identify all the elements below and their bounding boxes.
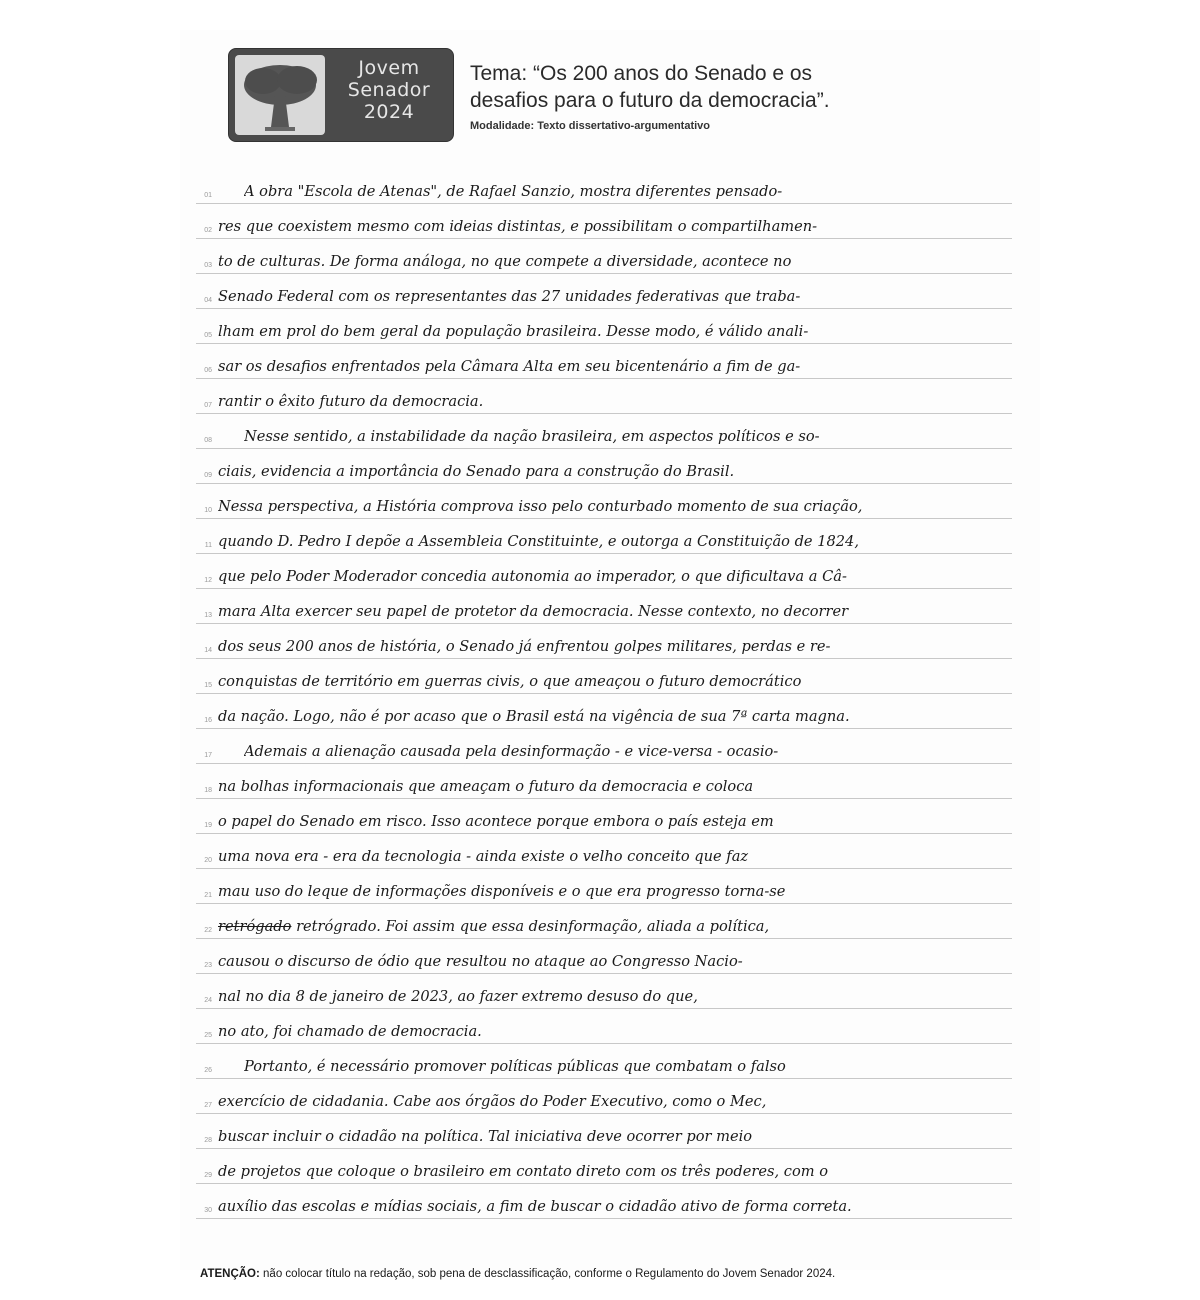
line-number: 28 [204,1137,212,1144]
essay-line-text: exercício de cidadania. Cabe aos órgãos do Poder Executivo, como o Mec, [218,1093,767,1110]
essay-line-text: no ato, foi chamado de democracia. [218,1023,482,1040]
line-number: 06 [204,367,212,374]
essay-line-text: mara Alta exercer seu papel de protetor da democracia. Nesse contexto, no decorrer [218,603,849,620]
essay-line [196,623,1012,659]
essay-line-text: conquistas de território em guerras civis, o que ameaçou o futuro democrático [218,673,802,690]
line-number: 24 [204,997,212,1004]
tree-icon [235,55,325,135]
line-number: 09 [204,472,212,479]
essay-line-text: da nação. Logo, não é por acaso que o Brasil está na vigência de sua 7ª carta magna. [218,708,850,725]
essay-line [196,518,1012,554]
essay-line-text: o papel do Senado em risco. Isso acontece porque embora o país esteja em [218,813,774,830]
essay-line [196,413,1012,449]
line-number: 27 [204,1102,212,1109]
line-number: 26 [204,1067,212,1074]
jovem-senador-logo [228,48,454,142]
essay-line-text: ciais, evidencia a importância do Senado para a construção do Brasil. [218,463,735,480]
essay-line-text: causou o discurso de ódio que resultou no ataque ao Congresso Nacio- [218,953,743,970]
essay-line-text: auxílio das escolas e mídias sociais, a fim de buscar o cidadão ativo de forma correta. [218,1198,852,1215]
line-number: 02 [204,227,212,234]
essay-lines [196,168,1012,1240]
essay-line [196,973,1012,1009]
line-number: 15 [204,682,212,689]
essay-line [196,1008,1012,1044]
essay-line [196,798,1012,834]
essay-line [196,903,1012,939]
line-number: 16 [204,717,212,724]
essay-line-text: buscar incluir o cidadão na política. Tal iniciativa deve ocorrer por meio [218,1128,753,1145]
essay-line-text: Portanto, é necessário promover políticas públicas que combatam o falso [244,1058,786,1075]
essay-line-text: rantir o êxito futuro da democracia. [218,393,484,410]
essay-line [196,833,1012,869]
essay-line [196,588,1012,624]
essay-line-text: nal no dia 8 de janeiro de 2023, ao fazer extremo desuso do que, [218,988,698,1005]
line-number: 25 [204,1032,212,1039]
line-number: 23 [204,962,212,969]
essay-line [196,1113,1012,1149]
footer-text: não colocar título na redação, sob pena de desclassificação, conforme o Regulamento do Jovem Senador 2024. [259,1268,836,1280]
essay-line-text: Senado Federal com os representantes das 27 unidades federativas que traba- [218,288,801,305]
footer-label: ATENÇÃO: [200,1268,260,1280]
essay-line [196,1078,1012,1114]
essay-line-text: to de culturas. De forma análoga, no que compete a diversidade, acontece no [218,253,792,270]
logo-line-2: Senador [347,79,431,101]
line-number: 12 [204,577,212,584]
theme-title-line-1: Tema: “Os 200 anos do Senado e os [470,62,813,85]
essay-line-text: Nesse sentido, a instabilidade da nação brasileira, em aspectos políticos e so- [244,428,820,445]
essay-line [196,378,1012,414]
footer-notice [200,1268,1020,1280]
line-number: 21 [204,892,212,899]
line-number: 05 [204,332,212,339]
theme-title [470,60,970,114]
line-number: 22 [204,927,212,934]
essay-line-text: de projetos que coloque o brasileiro em contato direto com os três poderes, com o [218,1163,828,1180]
line-number: 18 [204,787,212,794]
line-number: 04 [204,297,212,304]
line-number: 30 [204,1207,212,1214]
essay-line [196,448,1012,484]
essay-line [196,308,1012,344]
line-number: 29 [204,1172,212,1179]
line-number: 14 [204,647,212,654]
essay-line-text: uma nova era - era da tecnologia - ainda existe o velho conceito que faz [218,848,749,865]
line-number: 07 [204,402,212,409]
line-number: 13 [204,612,212,619]
line-number: 19 [204,822,212,829]
logo-line-1: Jovem [358,57,420,79]
header [228,48,988,148]
essay-line [196,273,1012,309]
line-number: 20 [204,857,212,864]
essay-line [196,203,1012,239]
essay-line-text: mau uso do leque de informações disponíveis e o que era progresso torna-se [218,883,786,900]
essay-line-text: quando D. Pedro I depõe a Assembleia Constituinte, e outorga a Constituição de 1824, [218,533,859,550]
logo-line-3: 2024 [363,101,415,123]
essay-line-text: dos seus 200 anos de história, o Senado já enfrentou golpes militares, perdas e re- [218,638,831,655]
line-number: 01 [204,192,212,199]
essay-line [196,553,1012,589]
theme-title-line-2: desafios para o futuro da democracia”. [470,89,830,112]
essay-line [196,483,1012,519]
essay-line-text: res que coexistem mesmo com ideias distintas, e possibilitam o compartilhamen- [218,218,818,235]
line-number: 10 [204,507,212,514]
essay-line [196,728,1012,764]
essay-line-text: lham em prol do bem geral da população brasileira. Desse modo, é válido anali- [218,323,809,340]
line-number: 03 [204,262,212,269]
struck-word: retrógado [218,918,292,935]
essay-line-text: na bolhas informacionais que ameaçam o futuro da democracia e coloca [218,778,754,795]
essay-line-text: Ademais a alienação causada pela desinformação - e vice-versa - ocasio- [244,743,779,760]
essay-line-text: retrógado retrógrado. Foi assim que essa desinformação, aliada a política, [218,918,770,935]
essay-line [196,938,1012,974]
essay-line-text: A obra "Escola de Atenas", de Rafael Sanzio, mostra diferentes pensado- [244,183,783,200]
modality-label: Modalidade: Texto dissertativo-argumentativo [470,120,711,132]
essay-line-text: que pelo Poder Moderador concedia autonomia ao imperador, o que dificultava a Câ- [218,568,847,585]
essay-line [196,238,1012,274]
logo-text [329,57,449,123]
essay-line [196,343,1012,379]
essay-line [196,168,1012,204]
essay-line [196,693,1012,729]
essay-line-text: sar os desafios enfrentados pela Câmara Alta em seu bicentenário a fim de ga- [218,358,801,375]
line-number: 08 [204,437,212,444]
essay-line [196,1183,1012,1219]
essay-line [196,1148,1012,1184]
essay-line [196,658,1012,694]
essay-line-text: Nessa perspectiva, a História comprova isso pelo conturbado momento de sua criação, [218,498,863,515]
essay-line [196,1043,1012,1079]
line-number: 11 [204,542,212,549]
line-number: 17 [204,752,212,759]
essay-line [196,763,1012,799]
essay-line [196,868,1012,904]
